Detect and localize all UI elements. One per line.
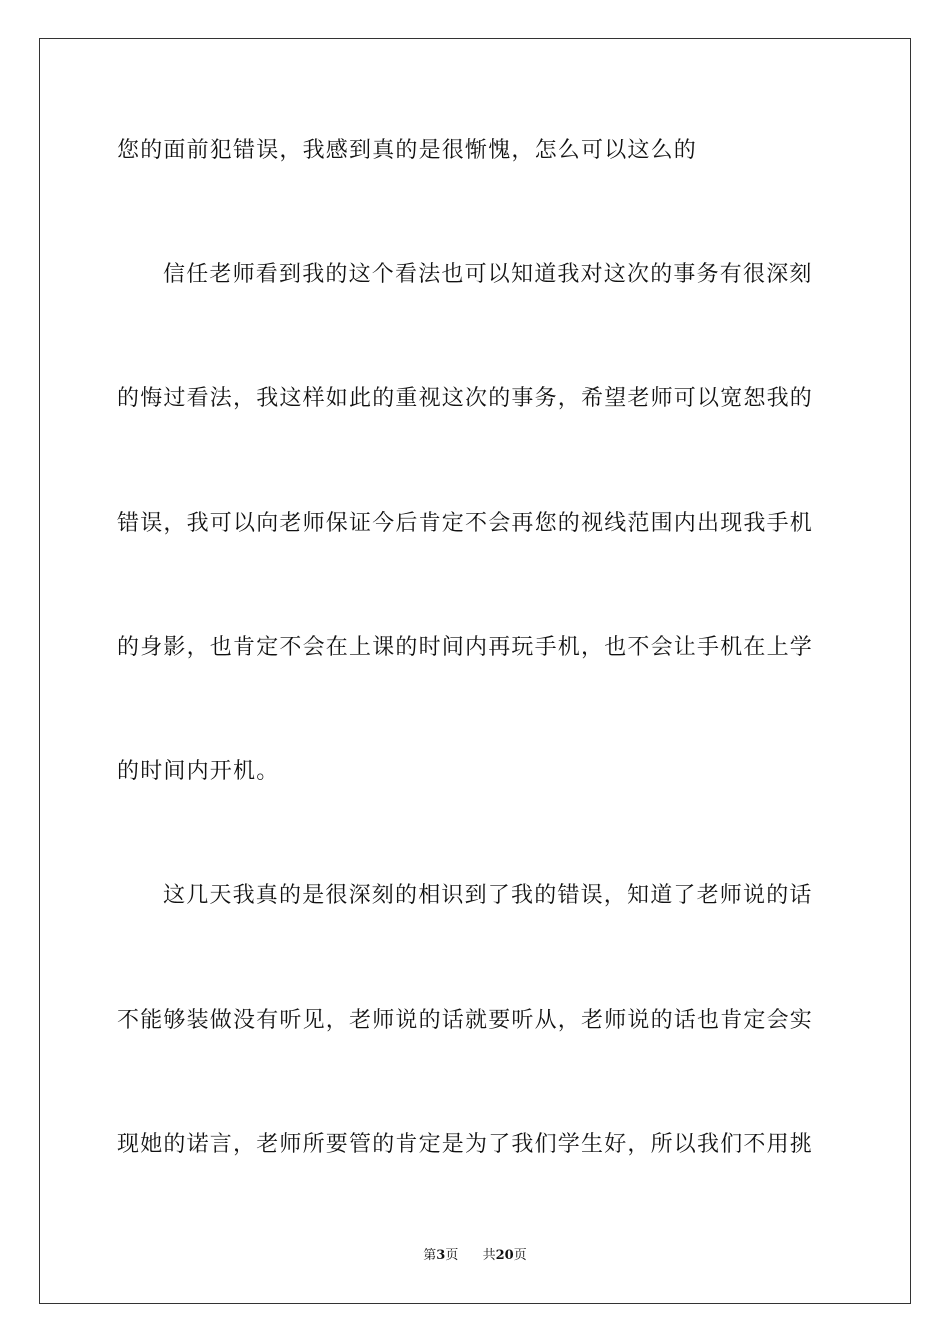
total-suffix: 页 bbox=[513, 1248, 527, 1263]
text-line-3: 的悔过看法，我这样如此的重视这次的事务，希望老师可以宽恕我的 bbox=[117, 386, 814, 411]
text-line-7: 这几天我真的是很深刻的相识到了我的错误，知道了老师说的话 bbox=[163, 883, 813, 908]
text-line-8: 不能够装做没有听见，老师说的话就要听从，老师说的话也肯定会实 bbox=[117, 1008, 814, 1033]
page-prefix: 第 bbox=[423, 1248, 437, 1263]
text-line-4: 错误，我可以向老师保证今后肯定不会再您的视线范围内出现我手机 bbox=[117, 511, 814, 536]
text-line-1: 您的面前犯错误，我感到真的是很惭愧，怎么可以这么的 bbox=[117, 138, 698, 163]
text-line-5: 的身影，也肯定不会在上课的时间内再玩手机，也不会让手机在上学 bbox=[117, 635, 814, 660]
total-pages: 20 bbox=[495, 1248, 514, 1263]
page-suffix: 页 bbox=[445, 1248, 459, 1263]
text-line-2: 信任老师看到我的这个看法也可以知道我对这次的事务有很深刻 bbox=[163, 262, 813, 287]
text-line-6: 的时间内开机。 bbox=[117, 759, 280, 784]
page-footer bbox=[0, 1247, 950, 1265]
page-number: 3 bbox=[436, 1248, 446, 1263]
page-number-label bbox=[423, 1247, 458, 1265]
total-pages-label bbox=[483, 1247, 527, 1265]
total-prefix: 共 bbox=[482, 1248, 496, 1263]
text-line-9: 现她的诺言，老师所要管的肯定是为了我们学生好，所以我们不用挑 bbox=[117, 1132, 814, 1157]
page-border bbox=[39, 38, 911, 1304]
